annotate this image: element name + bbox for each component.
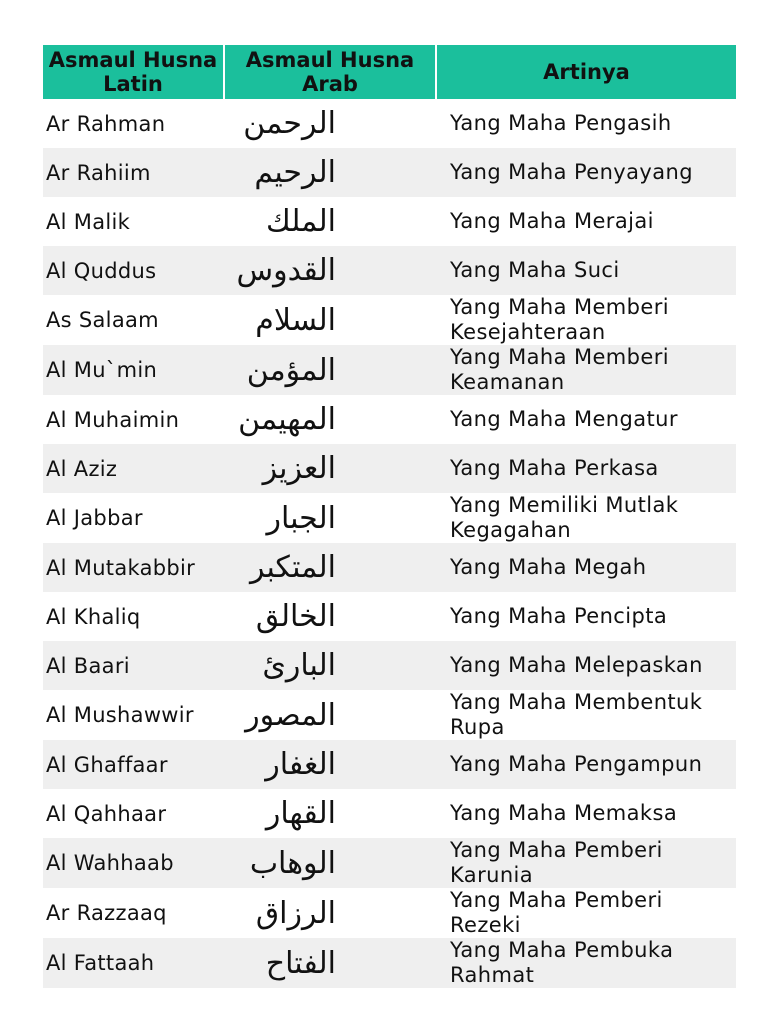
meaning-cell: Yang Maha Pencipta [436,592,736,641]
header-arti: Artinya [436,45,736,99]
meaning-cell: Yang Maha Memberi Keamanan [436,345,736,395]
arabic-name-cell: المهيمن [224,395,436,444]
latin-name-cell: Al Muhaimin [43,395,224,444]
latin-name-cell: Ar Rahman [43,99,224,148]
table-row [43,493,736,543]
meaning-cell: Yang Maha Memberi Kesejahteraan [436,295,736,345]
table-row [43,345,736,395]
meaning-cell: Yang Maha Pengampun [436,740,736,789]
arabic-name-cell: الخالق [224,592,436,641]
latin-name-cell: As Salaam [43,295,224,345]
latin-name-cell: Al Malik [43,197,224,246]
latin-name-cell: Al Baari [43,641,224,690]
arabic-name-cell: المؤمن [224,345,436,395]
meaning-cell: Yang Maha Perkasa [436,444,736,493]
meaning-cell: Yang Memiliki Mutlak Kegagahan [436,493,736,543]
latin-name-cell: Al Quddus [43,246,224,295]
meaning-cell: Yang Maha Suci [436,246,736,295]
arabic-name-cell: الجبار [224,493,436,543]
arabic-name-cell: القهار [224,789,436,838]
arabic-name-cell: البارئ [224,641,436,690]
arabic-name-cell: السلام [224,295,436,345]
latin-name-cell: Ar Razzaaq [43,888,224,938]
meaning-cell: Yang Maha Melepaskan [436,641,736,690]
meaning-cell: Yang Maha Megah [436,543,736,592]
latin-name-cell: Ar Rahiim [43,148,224,197]
table-row [43,148,736,197]
arabic-name-cell: الملك [224,197,436,246]
latin-name-cell: Al Wahhaab [43,838,224,888]
meaning-cell: Yang Maha Merajai [436,197,736,246]
arabic-name-cell: القدوس [224,246,436,295]
table-row [43,395,736,444]
table-row [43,543,736,592]
latin-name-cell: Al Ghaffaar [43,740,224,789]
table-row [43,444,736,493]
table-row [43,641,736,690]
asmaul-husna-table [43,45,736,988]
table-row [43,246,736,295]
arabic-name-cell: الرحيم [224,148,436,197]
meaning-cell: Yang Maha Pembuka Rahmat [436,938,736,988]
table-row [43,295,736,345]
latin-name-cell: Al Mu`min [43,345,224,395]
arabic-name-cell: المتكبر [224,543,436,592]
latin-name-cell: Al Fattaah [43,938,224,988]
arabic-name-cell: الفتاح [224,938,436,988]
latin-name-cell: Al Mutakabbir [43,543,224,592]
meaning-cell: Yang Maha Membentuk Rupa [436,690,736,740]
meaning-cell: Yang Maha Penyayang [436,148,736,197]
table-header [43,45,736,99]
latin-name-cell: Al Qahhaar [43,789,224,838]
table-row [43,888,736,938]
header-arab: Asmaul Husna Arab [224,45,436,99]
table-row [43,197,736,246]
table-row [43,938,736,988]
meaning-cell: Yang Maha Pemberi Karunia [436,838,736,888]
arabic-name-cell: الغفار [224,740,436,789]
table-row [43,592,736,641]
meaning-cell: Yang Maha Mengatur [436,395,736,444]
latin-name-cell: Al Jabbar [43,493,224,543]
meaning-cell: Yang Maha Pengasih [436,99,736,148]
arabic-name-cell: المصور [224,690,436,740]
arabic-name-cell: العزيز [224,444,436,493]
arabic-name-cell: الوهاب [224,838,436,888]
table-body [43,99,736,988]
latin-name-cell: Al Khaliq [43,592,224,641]
table-row [43,789,736,838]
header-latin: Asmaul Husna Latin [43,45,224,99]
table-row [43,838,736,888]
arabic-name-cell: الرحمن [224,99,436,148]
table-row [43,690,736,740]
meaning-cell: Yang Maha Pemberi Rezeki [436,888,736,938]
latin-name-cell: Al Mushawwir [43,690,224,740]
arabic-name-cell: الرزاق [224,888,436,938]
table-row [43,99,736,148]
header-row [43,45,736,99]
table-row [43,740,736,789]
meaning-cell: Yang Maha Memaksa [436,789,736,838]
latin-name-cell: Al Aziz [43,444,224,493]
